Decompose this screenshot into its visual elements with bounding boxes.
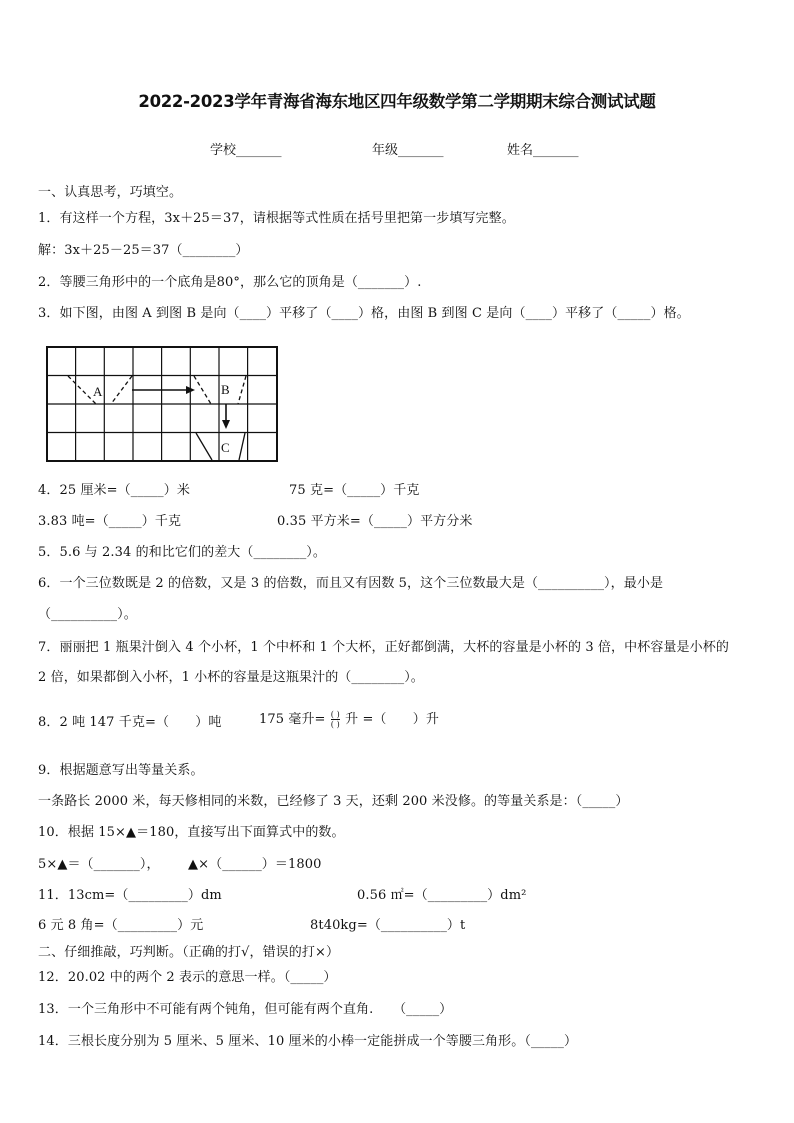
label-a: A bbox=[93, 384, 103, 399]
question-8b-prefix: 175 毫升= bbox=[259, 712, 326, 727]
question-6-line2: （__________）。 bbox=[38, 607, 137, 622]
question-10a: 5×▲＝（_______）， bbox=[38, 857, 160, 872]
question-6-line1: 6．一个三位数既是 2 的倍数，又是 3 的倍数，而且又有因数 5，这个三位数最大是（__________），最小是 bbox=[38, 576, 664, 591]
fraction-denominator: ( ) bbox=[330, 720, 340, 729]
question-8a: 8．2 吨 147 千克=（ ）吨 bbox=[38, 715, 222, 730]
question-8b-suffix: 升 =（ ）升 bbox=[345, 712, 439, 727]
question-10: 10．根据 15×▲＝180，直接写出下面算式中的数。 bbox=[38, 825, 345, 840]
question-10b: ▲×（______）＝1800 bbox=[188, 857, 322, 872]
arrow-b-to-c bbox=[222, 404, 230, 429]
question-11d: 8t40kg=（__________）t bbox=[310, 918, 466, 933]
question-4b: 75 克=（_____）千克 bbox=[289, 483, 420, 498]
question-13: 13．一个三角形中不可能有两个钝角，但可能有两个直角. （_____） bbox=[38, 1002, 453, 1017]
question-1-solution: 解：3x＋25－25＝37（________） bbox=[38, 243, 249, 258]
label-c: C bbox=[221, 440, 230, 455]
label-b: B bbox=[221, 382, 230, 397]
question-4c: 3.83 吨=（_____）千克 bbox=[38, 514, 182, 529]
fraction-numerator: ( ) bbox=[330, 710, 340, 719]
question-2: 2．等腰三角形中的一个底角是80°，那么它的顶角是（_______）. bbox=[38, 275, 422, 290]
question-8b bbox=[259, 708, 439, 729]
arrow-a-to-b bbox=[132, 386, 195, 394]
question-14: 14．三根长度分别为 5 厘米、5 厘米、10 厘米的小棒一定能拼成一个等腰三角形。（_____） bbox=[38, 1034, 578, 1049]
section-heading-1: 一、认真思考，巧填空。 bbox=[38, 185, 183, 200]
question-12: 12．20.02 中的两个 2 表示的意思一样。（_____） bbox=[38, 970, 337, 985]
grade-field: 年级_______ bbox=[372, 143, 444, 158]
translation-grid-figure bbox=[46, 346, 278, 462]
question-9: 9．根据题意写出等量关系。 bbox=[38, 763, 204, 778]
grid-svg bbox=[46, 346, 278, 462]
question-9-text: 一条路长 2000 米，每天修相同的米数，已经修了 3 天，还剩 200 米没修。的等量关系是：（_____） bbox=[38, 794, 629, 809]
section-heading-2: 二、仔细推敲，巧判断。（正确的打√，错误的打×） bbox=[38, 945, 340, 960]
question-11c: 6 元 8 角=（_________）元 bbox=[38, 918, 204, 933]
question-7-line2: 2 倍，如果都倒入小杯，1 小杯的容量是这瓶果汁的（________）。 bbox=[38, 670, 424, 685]
question-7-line1: 7．丽丽把 1 瓶果汁倒入 4 个小杯，1 个中杯和 1 个大杯，正好都倒满，大杯的容量是小杯的 3 倍，中杯容量是小杯的 bbox=[38, 640, 729, 655]
name-field: 姓名_______ bbox=[507, 143, 579, 158]
school-field: 学校_______ bbox=[210, 143, 282, 158]
question-5: 5．5.6 与 2.34 的和比它们的差大（________）。 bbox=[38, 545, 326, 560]
fraction-blank bbox=[331, 710, 340, 729]
question-11a: 11．13cm=（_________）dm bbox=[38, 888, 222, 903]
question-11b: 0.56 ㎡=（_________）dm² bbox=[357, 888, 527, 903]
question-4a: 4．25 厘米=（_____）米 bbox=[38, 483, 190, 498]
question-1: 1．有这样一个方程，3x＋25＝37，请根据等式性质在括号里把第一步填写完整。 bbox=[38, 211, 515, 226]
page-title: 2022-2023学年青海省海东地区四年级数学第二学期期末综合测试试题 bbox=[138, 92, 656, 111]
question-4d: 0.35 平方米=（_____）平方分米 bbox=[277, 514, 473, 529]
shape-b-outline bbox=[194, 376, 246, 404]
question-3: 3．如下图，由图 A 到图 B 是向（____）平移了（____）格，由图 B 到图 C 是向（____）平移了（_____）格。 bbox=[38, 306, 690, 321]
